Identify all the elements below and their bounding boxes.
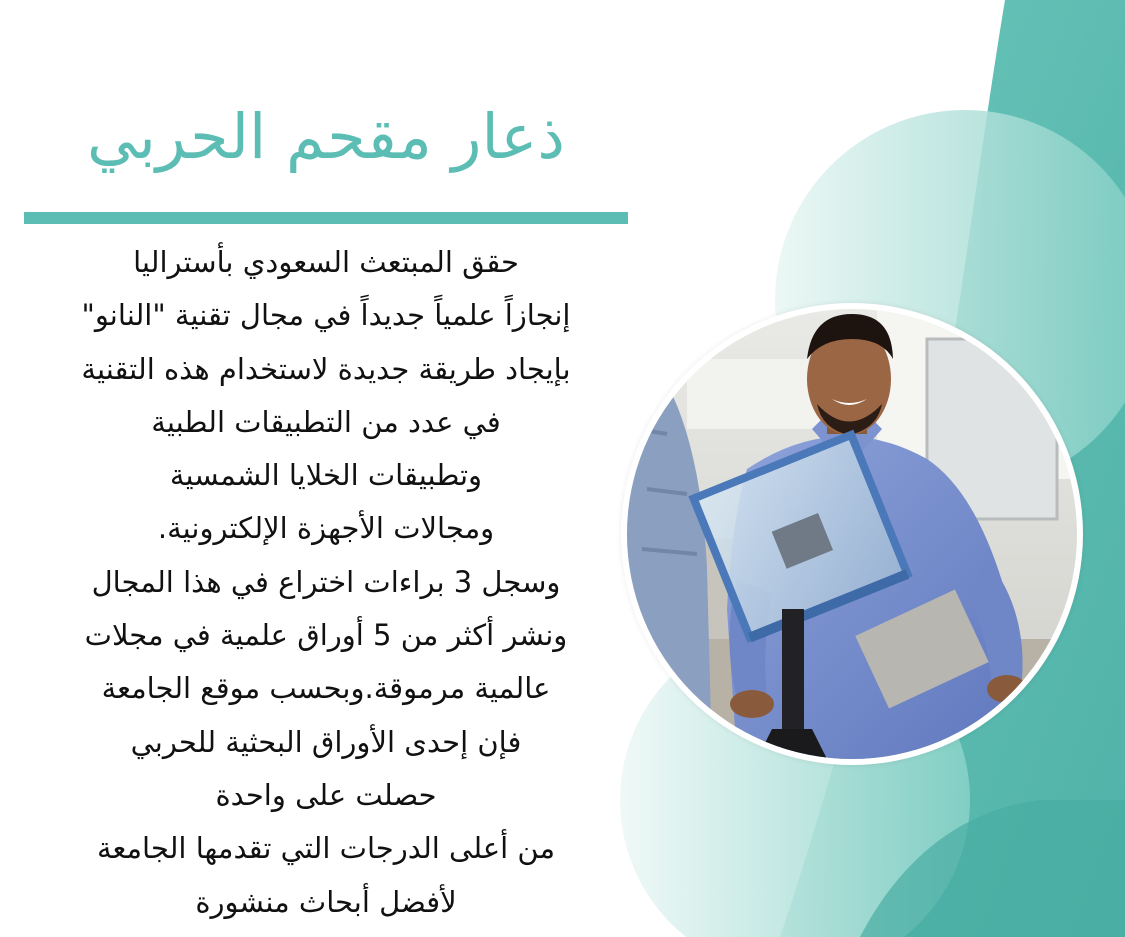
body-line: عالمية مرموقة.وبحسب موقع الجامعة xyxy=(101,671,551,706)
body-line: إنجازاً علمياً جديداً في مجال تقنية "النانو" xyxy=(81,298,571,333)
body-line: ونشر أكثر من 5 أوراق علمية في مجلات xyxy=(84,618,568,653)
body-line: في عدد من التطبيقات الطبية xyxy=(151,404,501,439)
page-title: ذعار مقحم الحربي xyxy=(87,100,565,173)
body-line: بإيجاد طريقة جديدة لاستخدام هذه التقنية xyxy=(81,351,571,386)
body-line: من أعلى الدرجات التي تقدمها الجامعة xyxy=(96,831,556,866)
body-line: وتطبيقات الخلايا الشمسية xyxy=(169,458,483,493)
body-line: وسجل 3 براءات اختراع في هذا المجال xyxy=(91,564,561,599)
article-body xyxy=(24,236,628,929)
body-line: حقق المبتعث السعودي بأستراليا xyxy=(133,245,519,279)
body-line: فإن إحدى الأوراق البحثية للحربي xyxy=(130,724,522,759)
body-line: ومجالات الأجهزة الإلكترونية. xyxy=(157,511,495,546)
title-divider xyxy=(24,212,628,224)
body-line: حصلت على واحدة xyxy=(215,777,437,812)
portrait-photo xyxy=(627,309,1077,759)
body-line: لأفضل أبحاث منشورة xyxy=(195,884,457,919)
